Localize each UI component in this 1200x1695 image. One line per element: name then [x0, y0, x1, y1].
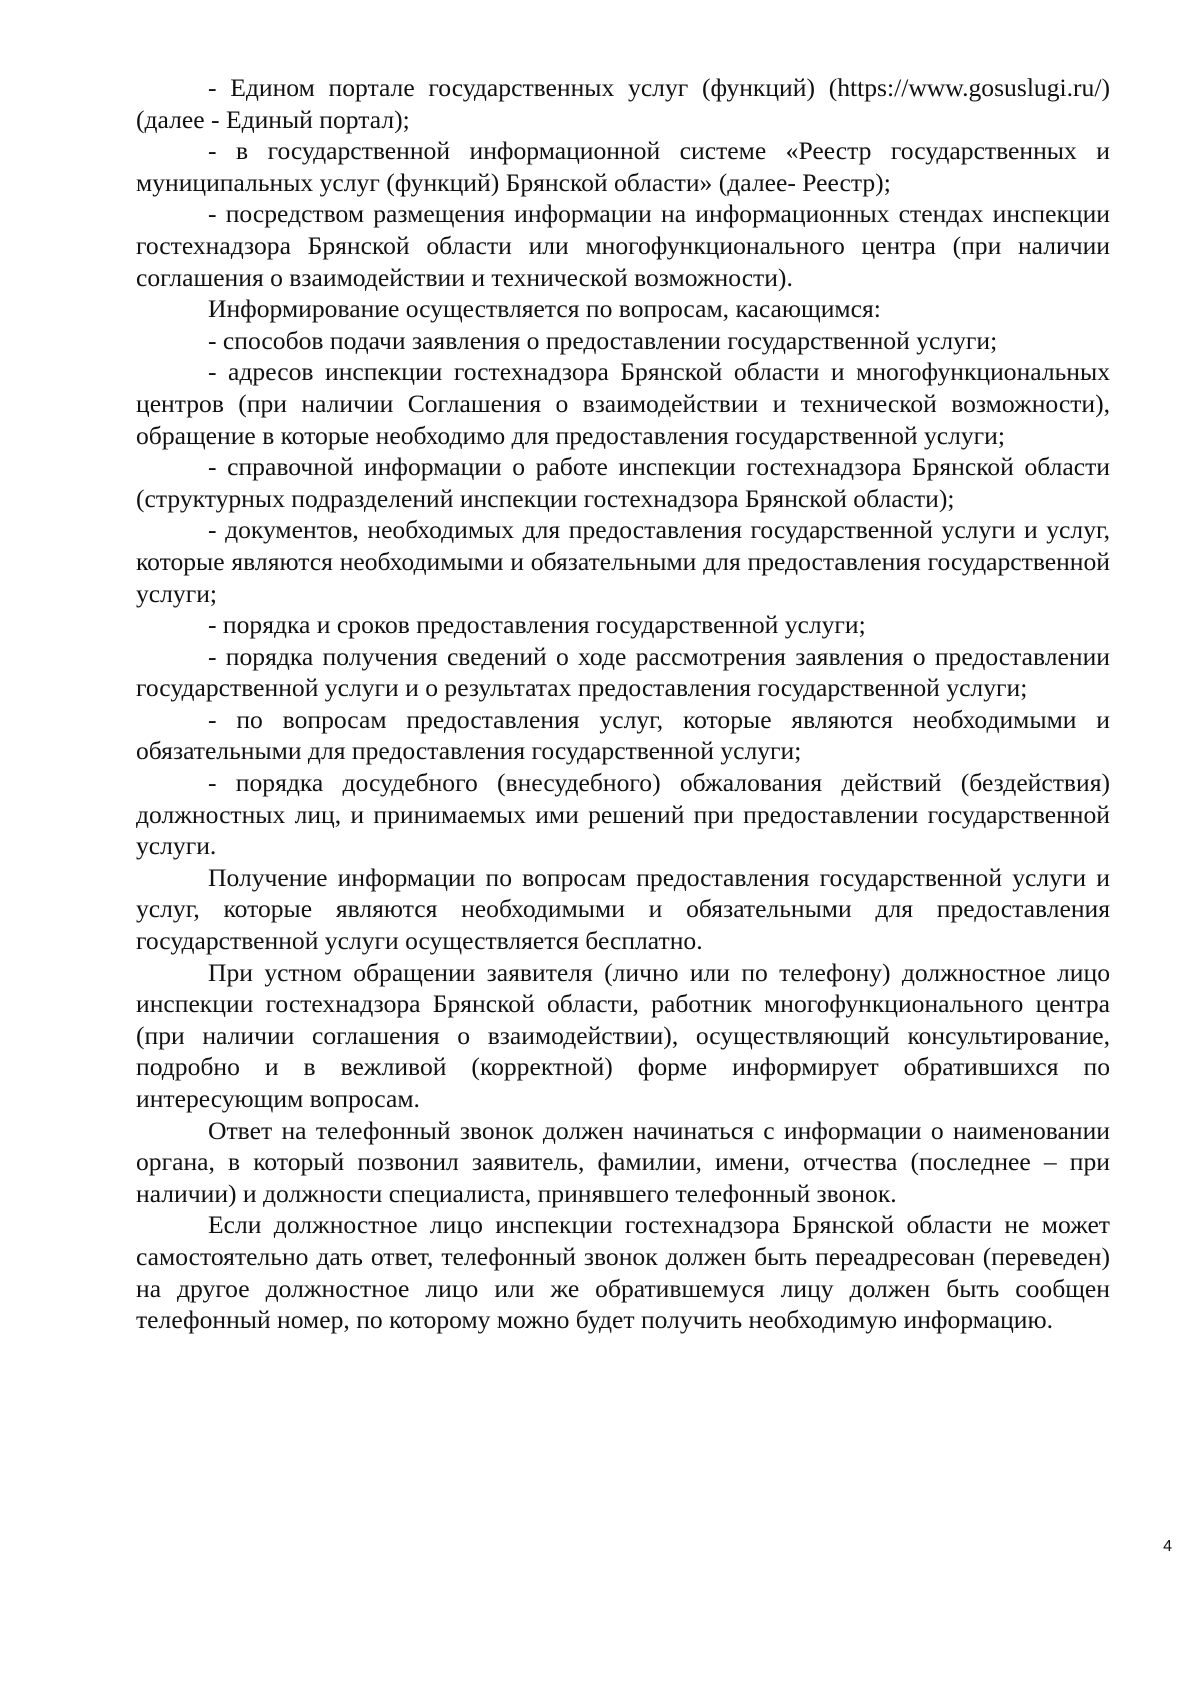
document-body: [136, 72, 1110, 1336]
paragraph-progress-info: - порядка получения сведений о ходе рассмотрения заявления о предоставлении государственной услуги и о результатах предоставления государственной услуги;: [136, 641, 1110, 703]
page-number: 4: [1163, 1538, 1172, 1555]
paragraph-application-methods: - способов подачи заявления о предоставлении государственной услуги;: [208, 325, 998, 355]
paragraph-addresses: - адресов инспекции гостехнадзора Брянской области и многофункциональных центров (при наличии Соглашения о взаимодействии и технической возможности), обращение в которые необходимо для предоставления государственной услуги;: [136, 357, 1110, 450]
paragraph-free-of-charge: Получение информации по вопросам предоставления государственной услуги и услуг, которые являются необходимыми и обязательными для предоставления государственной услуги осуществляется бесплатно.: [136, 862, 1110, 956]
paragraph-procedure-terms: - порядка и сроков предоставления государственной услуги;: [208, 610, 866, 640]
paragraph-reference-info: - справочной информации о работе инспекции гостехнадзора Брянской области (структурных подразделений инспекции гостехнадзора Брянской области);: [136, 452, 1110, 513]
paragraph-registry: - в государственной информационной системе «Реестр государственных и муниципальных услуг (функций) Брянской области» (далее- Реестр);: [136, 136, 1110, 197]
paragraph-stands: - посредством размещения информации на информационных стендах инспекции гостехнадзора Брянской области или многофункционального центра (при наличии соглашения о взаимодействии и технической возможности).: [136, 199, 1110, 292]
paragraph-informing-topics: Информирование осуществляется по вопросам, касающимся:: [208, 294, 881, 324]
paragraph-redirect-call: Если должностное лицо инспекции гостехнадзора Брянской области не может самостоятельно дать ответ, телефонный звонок должен быть переадресован (переведен) на другое должностное лицо или же обратившемуся лицу должен быть сообщен телефонный номер, по которому можно будет получить необходимую информацию.: [136, 1210, 1110, 1335]
paragraph-required-services: - по вопросам предоставления услуг, которые являются необходимыми и обязательными для предоставления государственной услуги;: [136, 704, 1110, 766]
paragraph-documents: - документов, необходимых для предоставления государственной услуги и услуг, которые являются необходимыми и обязательными для предоставления государственной услуги;: [136, 515, 1110, 608]
paragraph-portal: - Едином порталe государственных услуг (функций) (https://www.gosuslugi.ru/) (далее - Единый портал);: [136, 73, 1110, 134]
paragraph-phone-answer: Ответ на телефонный звонок должен начинаться с информации о наименовании органа, в который позвонил заявитель, фамилии, имени, отчества (последнее – при наличии) и должности специалиста, принявшего телефонный звонок.: [136, 1115, 1110, 1208]
paragraph-appeal-procedure: - порядка досудебного (внесудебного) обжалования действий (бездействия) должностных лиц, и принимаемых ими решений при предоставлении государственной услуги.: [136, 768, 1110, 861]
paragraph-oral-inquiry: При устном обращении заявителя (лично или по телефону) должностное лицо инспекции гостехнадзора Брянской области, работник многофункционального центра (при наличии соглашения о взаимодействии), осуществляющий консультирование, подробно и в вежливой (корректной) форме информирует обратившихся по интересующим вопросам.: [136, 957, 1110, 1113]
